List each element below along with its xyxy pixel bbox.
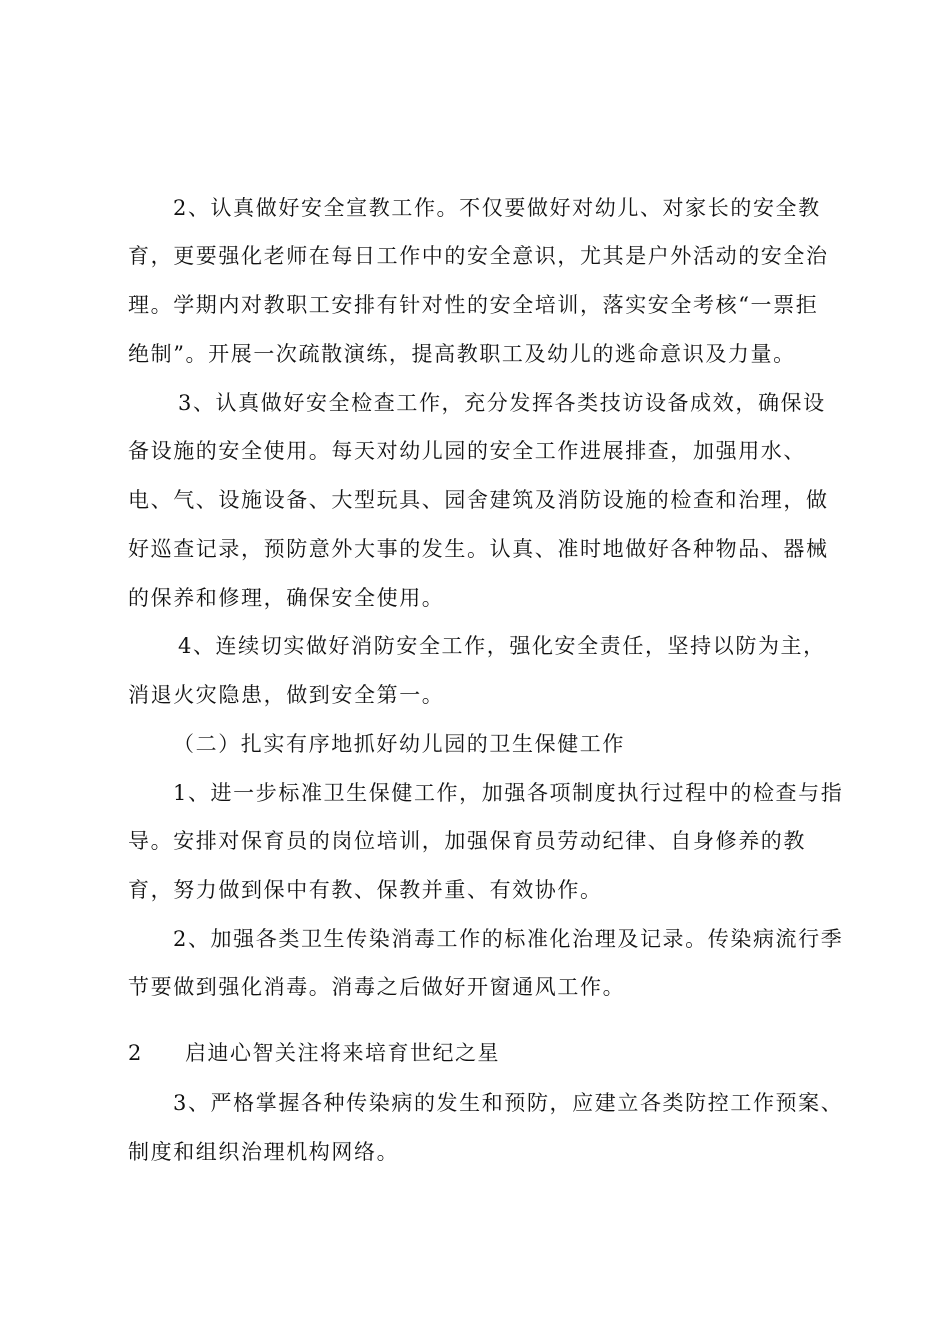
paragraph-line: 2、认真做好安全宣教工作。不仅要做好对幼儿、对家长的安全教 [173,196,821,220]
paragraph-line: 电、气、设施设备、大型玩具、园舍建筑及消防设施的检查和治理，做 [128,488,829,512]
section-heading: （二）扎实有序地抓好幼儿园的卫生保健工作 [173,732,625,756]
paragraph-line: 1、进一步标准卫生保健工作，加强各项制度执行过程中的检查与指 [173,781,844,805]
paragraph-line: 好巡查记录，预防意外大事的发生。认真、准时地做好各种物品、器械 [128,537,829,561]
paragraph-line: 绝制”。开展一次疏散演练，提高教职工及幼儿的逃命意识及力量。 [128,342,796,366]
paragraph-line: 备设施的安全使用。每天对幼儿园的安全工作进展排查，加强用水、 [128,439,806,463]
paragraph-line: 育，更要强化老师在每日工作中的安全意识，尤其是户外活动的安全治 [128,244,829,268]
page-number: 2 [128,1041,142,1065]
paragraph-line: 2、加强各类卫生传染消毒工作的标准化治理及记录。传染病流行季 [173,927,844,951]
paragraph-line: 导。安排对保育员的岗位培训，加强保育员劳动纪律、自身修养的教 [128,829,806,853]
paragraph-line: 消退火灾隐患，做到安全第一。 [128,683,445,707]
footer-slogan: 启迪心智关注将来培育世纪之星 [185,1041,500,1065]
paragraph-line: 3、认真做好安全检查工作，充分发挥各类技访设备成效，确保设 [178,391,826,415]
paragraph-line: 的保养和修理，确保安全使用。 [128,586,445,610]
paragraph-line: 节要做到强化消毒。消毒之后做好开窗通风工作。 [128,975,626,999]
paragraph-line: 育，努力做到保中有教、保教并重、有效协作。 [128,878,603,902]
paragraph-line: 理。学期内对教职工安排有针对性的安全培训，落实安全考核“一票拒 [128,293,819,317]
paragraph-line: 4、连续切实做好消防安全工作，强化安全责任，坚持以防为主， [178,634,826,658]
paragraph-line: 3、严格掌握各种传染病的发生和预防，应建立各类防控工作预案、 [173,1091,844,1115]
paragraph-line: 制度和组织治理机构网络。 [128,1140,400,1164]
